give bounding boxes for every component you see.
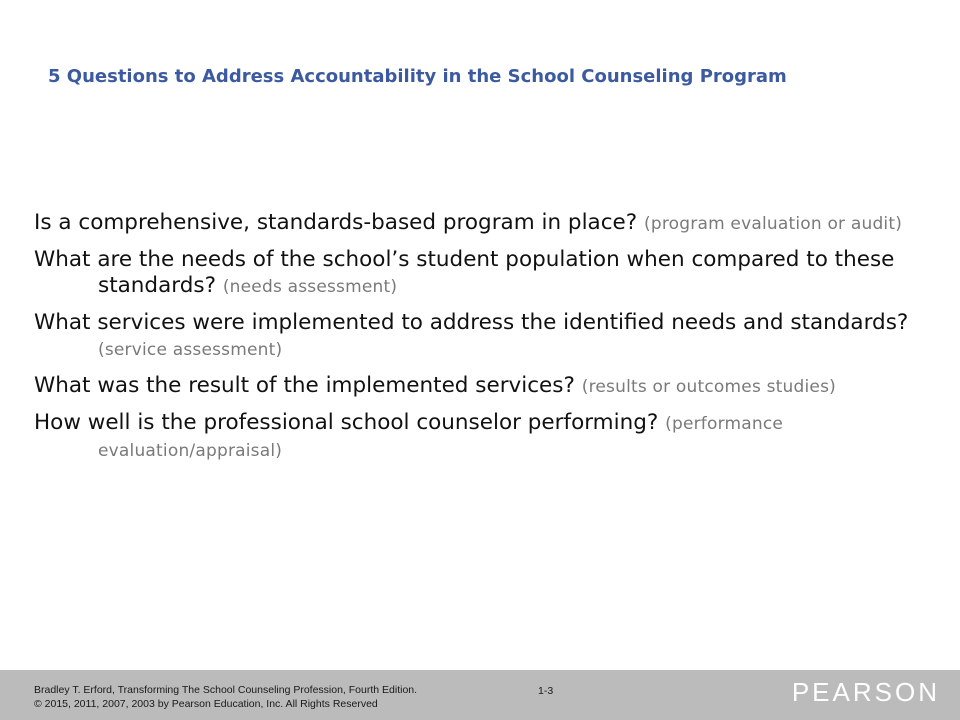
question-item-2 [34, 247, 934, 300]
question-item-4 [34, 373, 934, 400]
question-note: (results or outcomes studies) [581, 377, 836, 397]
question-list [34, 210, 934, 474]
question-note: (service assessment) [98, 340, 283, 360]
pearson-logo: PEARSON [791, 677, 940, 707]
question-text: How well is the professional school counselor performing? [34, 410, 659, 435]
question-text: What services were implemented to address the identified needs and standards? [34, 310, 909, 335]
page-number: 1-3 [538, 685, 554, 697]
slide-title: 5 Questions to Address Accountability in the School Counseling Program [48, 66, 787, 87]
footer-citation-line-1: Bradley T. Erford, Transforming The School Counseling Profession, Fourth Edition. [34, 684, 418, 696]
question-text: Is a comprehensive, standards-based program in place? [34, 210, 638, 235]
question-item-1 [34, 210, 934, 237]
question-text: What was the result of the implemented services? [34, 373, 575, 398]
footer-citation [34, 683, 417, 711]
question-note: (program evaluation or audit) [644, 214, 903, 234]
question-item-3 [34, 310, 934, 363]
question-item-5 [34, 410, 934, 464]
question-text: What are the needs of the school’s student population when compared to these standards? [34, 247, 895, 298]
footer-copyright-line: © 2015, 2011, 2007, 2003 by Pearson Education, Inc. All Rights Reserved [34, 698, 378, 710]
question-note: (performance evaluation/appraisal) [98, 414, 784, 461]
question-note: (needs assessment) [222, 277, 398, 297]
